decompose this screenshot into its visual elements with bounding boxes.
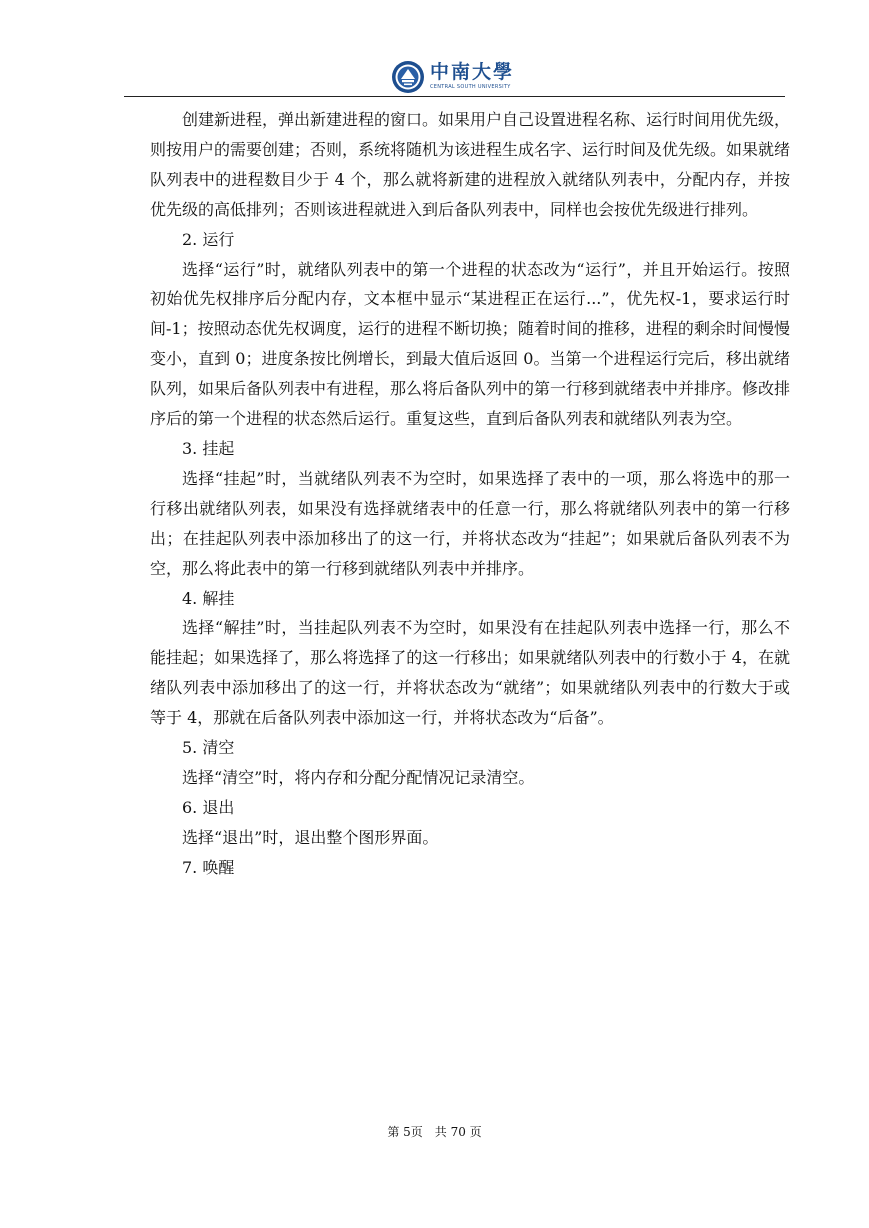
heading-wake: 7. 唤醒 bbox=[182, 857, 235, 877]
page-header bbox=[0, 0, 869, 100]
heading-suspend: 3. 挂起 bbox=[182, 438, 235, 458]
paragraph-resume: 选择“解挂”时，当挂起队列表不为空时，如果没有在挂起队列表中选择一行，那么不能挂起；如果选择了，那么将选择了的这一行移出；如果就绪队列表中的行数小于 4，在就绪队列表中添加移出了的这一行，并将状态改为“就绪”；如果就绪队列表中的行数大于或等于 4，那就在后备队列表中添加这一行，并将状态改为“后备”。 bbox=[150, 618, 790, 728]
heading-clear: 5. 清空 bbox=[182, 738, 235, 758]
header-divider bbox=[124, 96, 785, 97]
paragraph-clear: 选择“清空”时，将内存和分配分配情况记录清空。 bbox=[182, 767, 535, 787]
brand-name-cn: 中南大學 bbox=[430, 61, 515, 83]
heading-run: 2. 运行 bbox=[182, 229, 235, 249]
paragraph-suspend: 选择“挂起”时，当就绪队列表不为空时，如果选择了表中的一项，那么将选中的那一行移出就绪队列表，如果没有选择就绪表中的任意一行，那么将就绪队列表中的第一行移出；在挂起队列表中添加移出了的这一行，并将状态改为“挂起”；如果就后备队列表不为空，那么将此表中的第一行移到就绪队列表中并排序。 bbox=[150, 468, 790, 578]
page-footer: 第 5页 共 70 页 bbox=[387, 1125, 482, 1139]
university-seal-icon bbox=[391, 60, 425, 94]
paragraph-exit: 选择“退出”时，退出整个图形界面。 bbox=[182, 827, 439, 847]
heading-resume: 4. 解挂 bbox=[182, 588, 235, 608]
brand-name-en: CENTRAL SOUTH UNIVERSITY bbox=[430, 84, 511, 90]
document-body bbox=[150, 105, 790, 883]
paragraph-create: 创建新进程，弹出新建进程的窗口。如果用户自己设置进程名称、运行时间用优先级，则按用户的需要创建；否则，系统将随机为该进程生成名字、运行时间及优先级。如果就绪队列表中的进程数目少于 4 个，那么就将新建的进程放入就绪队列表中，分配内存，并按优先级的高低排列；否则该进程就进入到后备队列表中，同样也会按优先级进行排列。 bbox=[150, 110, 791, 219]
brand bbox=[430, 62, 514, 91]
heading-exit: 6. 退出 bbox=[182, 797, 235, 817]
paragraph-run: 选择“运行”时，就绪队列表中的第一个进程的状态改为“运行”，并且开始运行。按照初始优先权排序后分配内存，文本框中显示“某进程正在运行...”，优先权-1，要求运行时间-1；按照动态优先权调度，运行的进程不断切换；随着时间的推移，进程的剩余时间慢慢变小，直到 0；进度条按比例增长，到最大值后返回 0。当第一个进程运行完后，移出就绪队列，如果后备队列表中有进程，那么将后备队列中的第一行移到就绪表中并排序。修改排序后的第一个进程的状态然后运行。重复这些，直到后备队列表和就绪队列表为空。 bbox=[150, 259, 791, 429]
